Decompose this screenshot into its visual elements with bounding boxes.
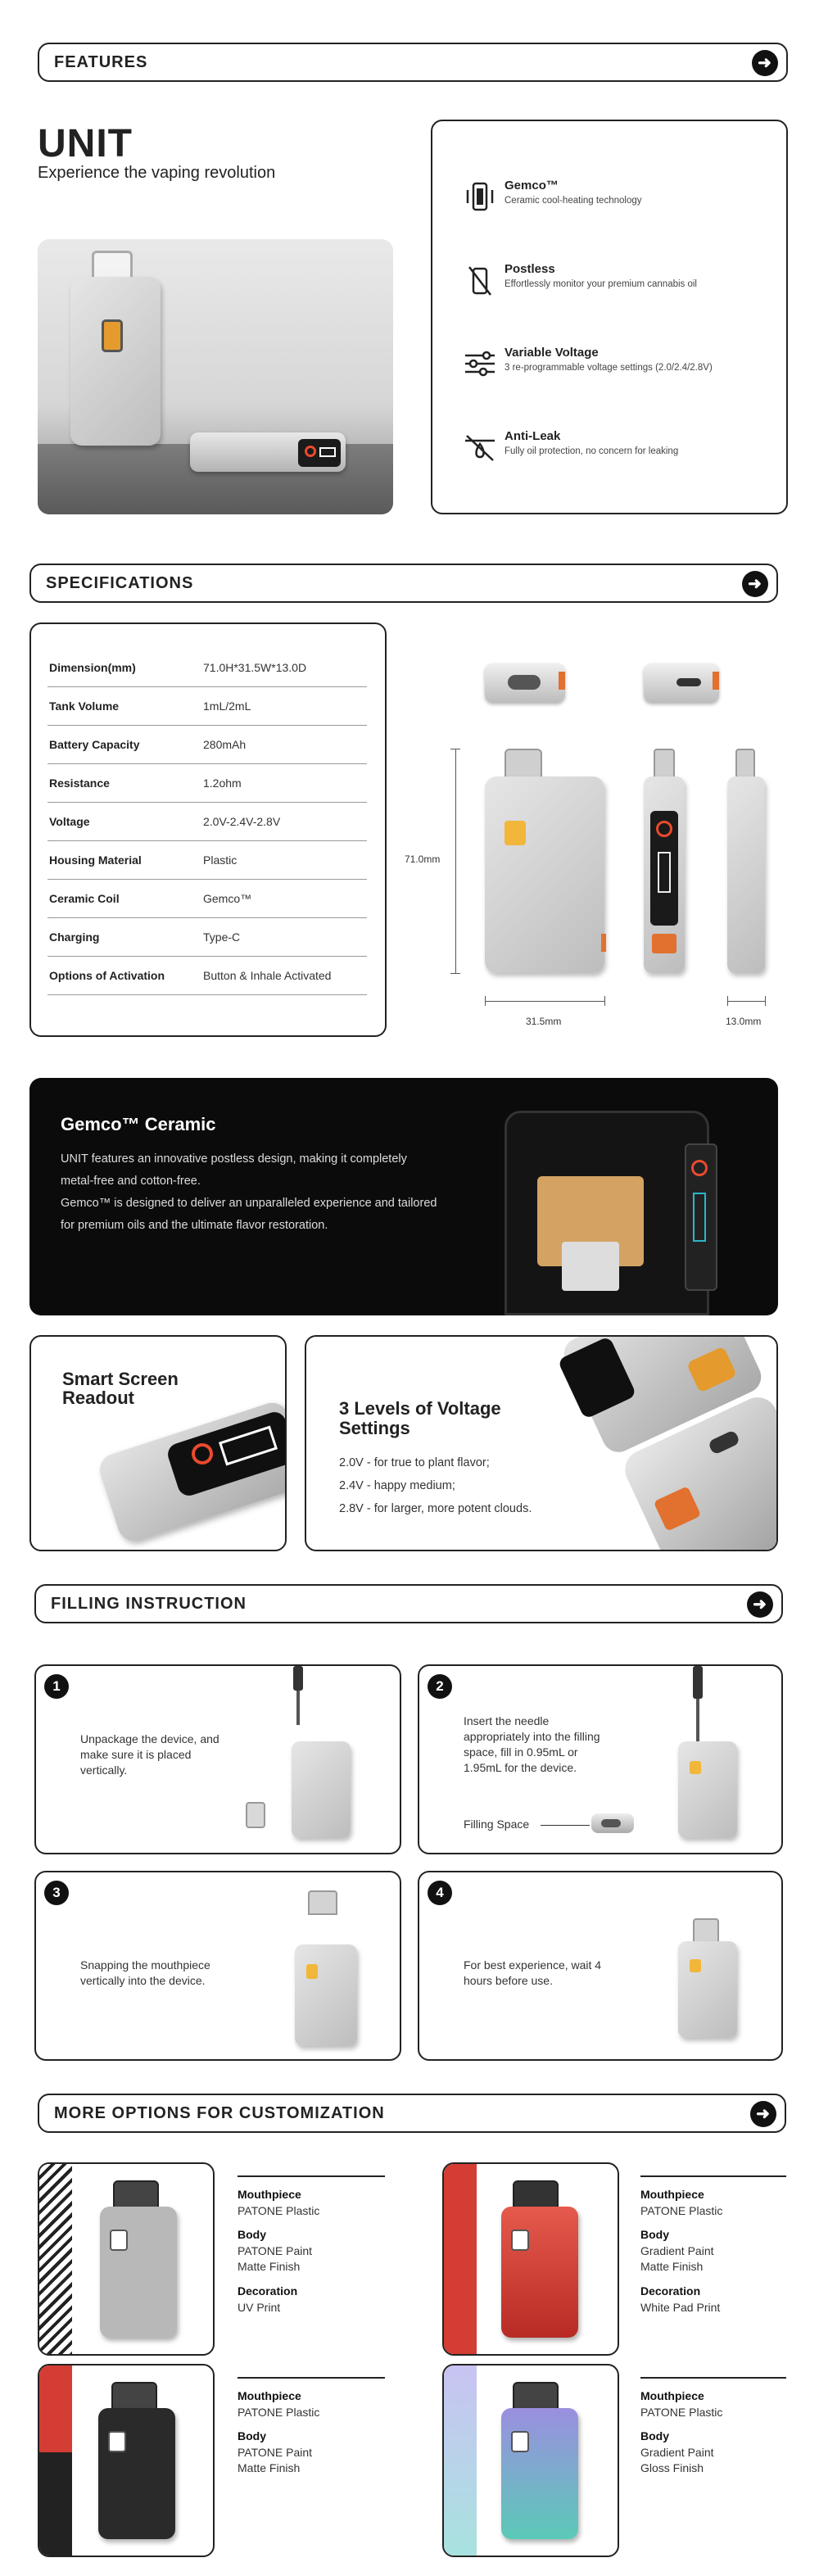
- option-label: Body: [238, 2429, 266, 2443]
- dim-height-label: 71.0mm: [405, 853, 441, 865]
- voltage-levels-title: 3 Levels of Voltage Settings: [339, 1398, 501, 1439]
- arrow-right-icon[interactable]: ➜: [747, 1591, 773, 1618]
- hero-subtitle: Experience the vaping revolution: [38, 164, 276, 182]
- spec-key: Options of Activation: [49, 969, 165, 982]
- step-text: For best experience, wait 4 hours before use.: [464, 1958, 602, 1987]
- spec-key: Resistance: [49, 776, 110, 790]
- option-card-4: [442, 2364, 619, 2557]
- section-title-features: FEATURES: [54, 52, 148, 71]
- step-card-3: [34, 1871, 401, 2061]
- dimension-drawing: [401, 647, 778, 1040]
- no-post-icon: [462, 262, 498, 298]
- feature-title: Anti-Leak: [505, 429, 561, 443]
- option-value: Matte Finish: [238, 2260, 301, 2274]
- feature-desc: Ceramic cool-heating technology: [505, 196, 642, 206]
- hero-image: [38, 239, 393, 514]
- arrow-right-icon[interactable]: ➜: [750, 2101, 776, 2127]
- step-text: Unpackage the device, and make sure it is placed vertically.: [80, 1732, 219, 1777]
- spec-key: Ceramic Coil: [49, 892, 120, 905]
- option-label: Mouthpiece: [238, 2389, 301, 2402]
- option-value: PATONE Paint: [238, 2445, 313, 2459]
- spec-value: 1.2ohm: [203, 776, 242, 790]
- smart-screen-title: Smart Screen Readout: [62, 1369, 179, 1409]
- spec-value: Type-C: [203, 930, 241, 944]
- feature-desc: 3 re-programmable voltage settings (2.0/2.4/2.8V): [505, 363, 713, 373]
- spec-key: Battery Capacity: [49, 738, 140, 751]
- option-label: Body: [640, 2228, 669, 2242]
- device-body: [501, 2207, 578, 2338]
- option-label: Mouthpiece: [640, 2389, 704, 2402]
- sliders-icon: [462, 346, 498, 382]
- section-bar-filling: [34, 1584, 783, 1623]
- gemco-title: Gemco™ Ceramic: [61, 1114, 216, 1134]
- step-number: 4: [428, 1881, 452, 1905]
- features-card: [431, 120, 788, 514]
- step-number: 2: [428, 1674, 452, 1699]
- arrow-right-icon[interactable]: ➜: [742, 571, 768, 597]
- option-value: Matte Finish: [238, 2461, 301, 2475]
- option-value: Gradient Paint: [640, 2243, 714, 2257]
- feature-desc: Fully oil protection, no concern for leaking: [505, 446, 679, 456]
- option-label: Body: [640, 2429, 669, 2443]
- gemco-paragraph-2: Gemco™ is designed to deliver an unparalleled experience and tailored for premium oils and the ultimate flavor restoration.: [61, 1197, 437, 1232]
- spec-value: Gemco™: [203, 892, 252, 905]
- spec-key: Housing Material: [49, 853, 142, 867]
- filling-space-label: Filling Space: [464, 1818, 530, 1831]
- spec-key: Dimension(mm): [49, 661, 136, 674]
- option-value: White Pad Print: [640, 2300, 721, 2314]
- option-label: Body: [238, 2228, 266, 2242]
- step-number: 1: [44, 1674, 69, 1699]
- section-title-specifications: SPECIFICATIONS: [46, 573, 194, 592]
- voltage-level-3: 2.8V - for larger, more potent clouds.: [339, 1502, 532, 1515]
- step-text: Snapping the mouthpiece vertically into the device.: [80, 1958, 210, 1987]
- gemco-paragraph-1: UNIT features an innovative postless design, making it completely metal-free and cotton-free.: [61, 1152, 407, 1188]
- step-card-2: [418, 1664, 783, 1854]
- step-number: 3: [44, 1881, 69, 1905]
- option-card-1: [38, 2162, 215, 2356]
- smart-screen-card: [29, 1335, 287, 1551]
- option-label: Decoration: [238, 2284, 298, 2298]
- voltage-level-2: 2.4V - happy medium;: [339, 1479, 455, 1492]
- spec-value: 280mAh: [203, 738, 247, 751]
- device-body: [98, 2408, 175, 2539]
- hero-title: UNIT: [38, 122, 133, 165]
- battery-icon: [462, 179, 498, 215]
- step-card-1: [34, 1664, 401, 1854]
- option-value: Gloss Finish: [640, 2461, 704, 2475]
- spec-value: 2.0V-2.4V-2.8V: [203, 815, 281, 828]
- option-value: PATONE Plastic: [238, 2203, 320, 2217]
- spec-value: Button & Inhale Activated: [203, 969, 332, 982]
- no-drop-icon: [462, 429, 498, 465]
- feature-title: Variable Voltage: [505, 346, 599, 360]
- section-bar-specifications: [29, 564, 778, 603]
- section-title-filling: FILLING INSTRUCTION: [51, 1594, 247, 1613]
- option-label: Decoration: [640, 2284, 701, 2298]
- section-title-customization: MORE OPTIONS FOR CUSTOMIZATION: [54, 2103, 385, 2122]
- spec-key: Charging: [49, 930, 100, 944]
- option-label: Mouthpiece: [640, 2188, 704, 2201]
- spec-value: 71.0H*31.5W*13.0D: [203, 661, 307, 674]
- voltage-levels-card: [305, 1335, 778, 1551]
- spec-key: Tank Volume: [49, 699, 120, 713]
- specs-card: [29, 622, 387, 1037]
- arrow-right-icon[interactable]: ➜: [752, 50, 778, 76]
- option-value: UV Print: [238, 2300, 281, 2314]
- feature-title: Gemco™: [505, 179, 559, 192]
- feature-title: Postless: [505, 262, 555, 276]
- option-value: PATONE Paint: [238, 2243, 313, 2257]
- option-card-2: [442, 2162, 619, 2356]
- gemco-banner: [29, 1078, 778, 1315]
- option-card-3: [38, 2364, 215, 2557]
- option-value: PATONE Plastic: [640, 2203, 723, 2217]
- device-body: [100, 2207, 177, 2338]
- step-text: Insert the needle appropriately into the filling space, fill in 0.95mL or 1.95mL for the device.: [464, 1714, 600, 1774]
- spec-value: Plastic: [203, 853, 238, 867]
- option-value: Matte Finish: [640, 2260, 704, 2274]
- section-bar-customization: [38, 2094, 786, 2133]
- step-card-4: [418, 1871, 783, 2061]
- spec-key: Voltage: [49, 815, 90, 828]
- dim-width-label: 31.5mm: [526, 1016, 562, 1027]
- option-label: Mouthpiece: [238, 2188, 301, 2201]
- feature-desc: Effortlessly monitor your premium cannabis oil: [505, 279, 697, 289]
- option-value: PATONE Plastic: [640, 2405, 723, 2419]
- voltage-level-1: 2.0V - for true to plant flavor;: [339, 1456, 490, 1469]
- section-bar-features: [38, 43, 788, 82]
- dim-depth-label: 13.0mm: [726, 1016, 762, 1027]
- option-value: PATONE Plastic: [238, 2405, 320, 2419]
- spec-value: 1mL/2mL: [203, 699, 251, 713]
- device-body: [501, 2408, 578, 2539]
- option-value: Gradient Paint: [640, 2445, 714, 2459]
